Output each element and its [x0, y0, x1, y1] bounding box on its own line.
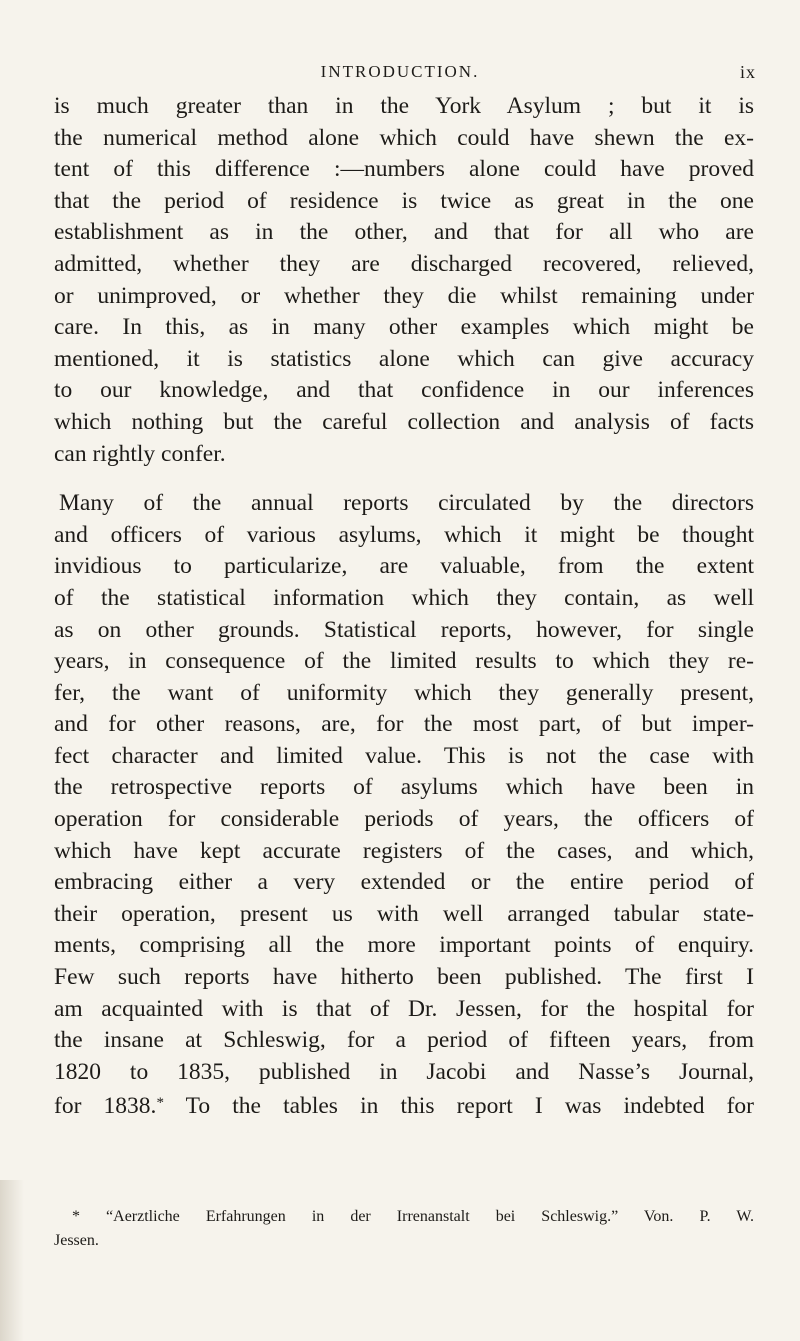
paragraph-1 [54, 91, 754, 470]
body-text [54, 91, 754, 1120]
text-line: the retrospective reports of asylums which have been in [54, 774, 754, 801]
text-line: of the statistical information which they contain, as well [54, 584, 754, 611]
running-head [0, 62, 800, 84]
footnote-reference[interactable]: * [156, 1095, 164, 1112]
text-line: that the period of residence is twice as great in the one [54, 187, 754, 214]
text-line: as on other grounds. Statistical reports, however, for single [54, 616, 754, 643]
text-line: fect character and limited value. This is not the case with [54, 742, 754, 769]
paragraph-2 [54, 488, 754, 1120]
text-line: is much greater than in the York Asylum ; but it is [54, 93, 754, 119]
page-number: ix [739, 62, 756, 82]
text-line: the numerical method alone which could have shewn the ex- [54, 124, 754, 151]
text-line: can rightly confer. [54, 440, 226, 467]
text-line: to our knowledge, and that confidence in our inferences [54, 377, 754, 404]
text-line: tent of this difference :—numbers alone could have proved [54, 156, 754, 183]
text-line: and officers of various asylums, which it might be thought [54, 521, 754, 548]
text-line: 1820 to 1835, published in Jacobi and Nasse’s Journal, [54, 1058, 754, 1085]
text-line: operation for considerable periods of years, the officers of [54, 806, 754, 833]
text-fragment: for 1838. [54, 1093, 157, 1120]
text-line: which have kept accurate registers of the cases, and which, [54, 837, 754, 864]
text-line: ments, comprising all the more important points of enquiry. [54, 932, 754, 959]
text-line-with-footnote-ref [54, 1088, 754, 1120]
text-line: admitted, whether they are discharged recovered, relieved, [54, 250, 754, 277]
text-line: Many of the annual reports circulated by the directors [59, 490, 754, 517]
text-line: the insane at Schleswig, for a period of fifteen years, from [54, 1027, 754, 1054]
footnote [54, 1205, 754, 1253]
text-fragment: To the tables in this report I was indebted for [163, 1093, 754, 1120]
text-line: which nothing but the careful collection and analysis of facts [54, 408, 754, 435]
footnote-line: * “Aerztliche Erfahrungen in der Irrenanstalt bei Schleswig.” Von. P. W. [72, 1208, 754, 1225]
text-line: mentioned, it is statistics alone which can give accuracy [54, 345, 754, 372]
page-edge-shadow [0, 1180, 24, 1341]
text-line: invidious to particularize, are valuable, from the extent [54, 553, 754, 580]
footnote-line: Jessen. [54, 1232, 99, 1249]
text-line: Few such reports have hitherto been published. The first I [54, 964, 754, 991]
running-head-title: INTRODUCTION. [320, 62, 480, 81]
text-line: or unimproved, or whether they die whilst remaining under [54, 282, 754, 309]
text-line: am acquainted with is that of Dr. Jessen, for the hospital for [54, 995, 754, 1022]
text-line: establishment as in the other, and that for all who are [54, 219, 754, 246]
text-line: their operation, present us with well arranged tabular state- [54, 900, 754, 927]
text-line: years, in consequence of the limited results to which they re- [54, 648, 754, 675]
text-line: care. In this, as in many other examples which might be [54, 314, 754, 341]
text-line: embracing either a very extended or the entire period of [54, 869, 754, 896]
text-line: fer, the want of uniformity which they generally present, [54, 679, 754, 706]
paragraph-spacer [54, 470, 754, 488]
text-line: and for other reasons, are, for the most part, of but imper- [54, 711, 754, 738]
